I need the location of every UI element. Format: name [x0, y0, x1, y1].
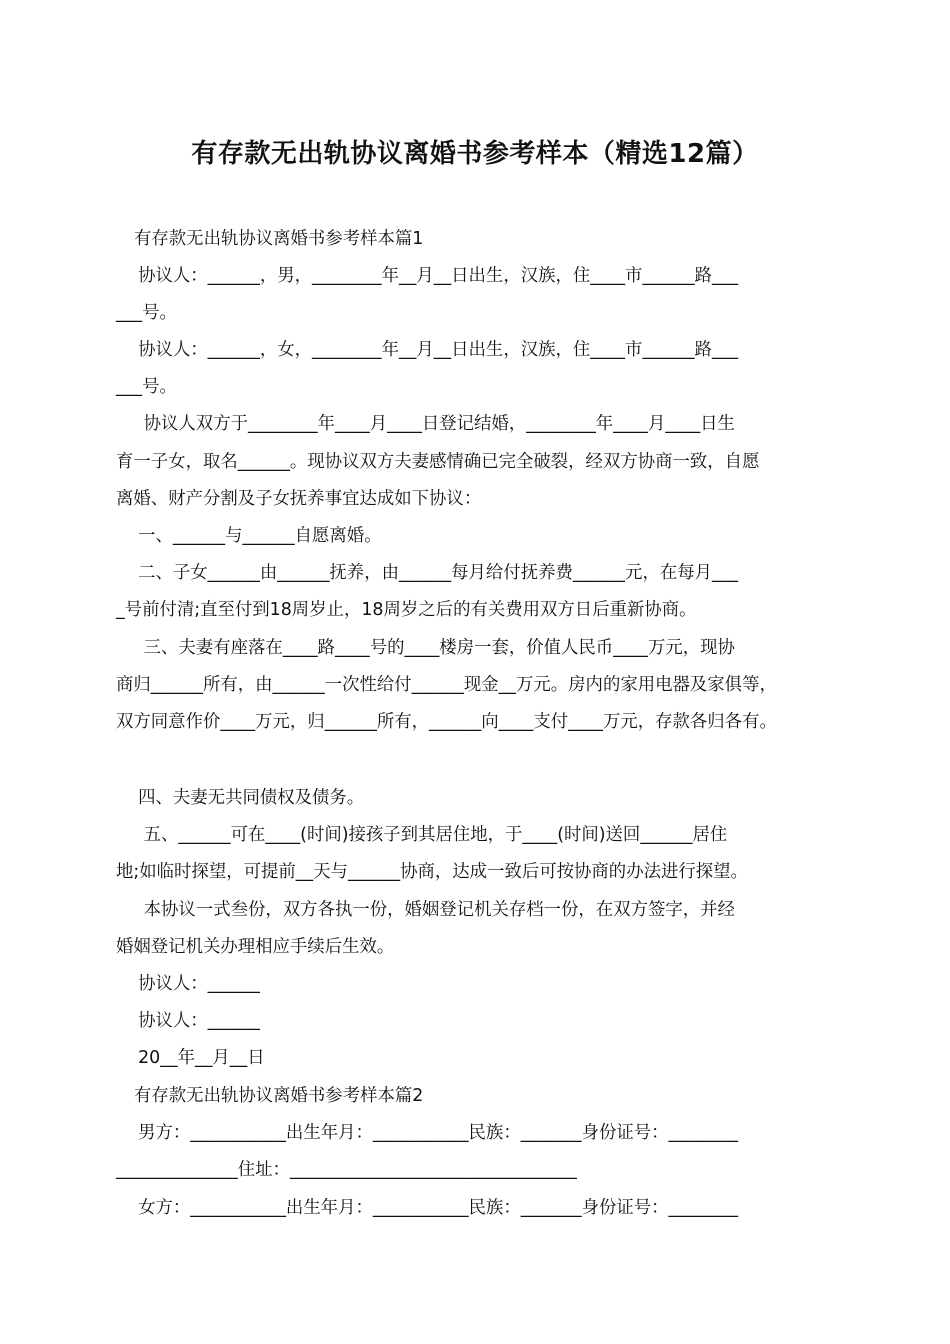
- paragraph-line: 四、夫妻无共同债权及债务。: [116, 788, 365, 808]
- paragraph-line: 本协议一式叁份，双方各执一份，婚姻登记机关存档一份，在双方签字，并经: [116, 900, 735, 920]
- paragraph-line: 男方：___________出生年月：___________民族：_______身份证号：________: [116, 1123, 739, 1143]
- paragraph-line: 二、子女______由______抚养，由______每月给付抚养费______元，在每月___: [116, 563, 739, 583]
- paragraph-line: 三、夫妻有座落在____路____号的____楼房一套，价值人民币____万元，现协: [116, 638, 735, 658]
- signature-line: 协议人：______: [116, 1011, 260, 1031]
- paragraph-line: _号前付清;直至付到18周岁止，18周岁之后的有关费用双方日后重新协商。: [116, 600, 697, 620]
- paragraph-line: 婚姻登记机关办理相应手续后生效。: [116, 937, 395, 957]
- date-line: 20__年__月__日: [116, 1048, 265, 1068]
- paragraph-line: 地;如临时探望，可提前__天与______协商，达成一致后可按协商的办法进行探望。: [116, 862, 748, 882]
- paragraph-line: 五、______可在____(时间)接孩子到其居住地，于____(时间)送回______居住: [116, 825, 728, 845]
- paragraph-line: 协议人：______，女，________年__月__日出生，汉族，住____市______路___: [116, 340, 739, 360]
- paragraph-line: 协议人双方于________年____月____日登记结婚，________年____月____日生: [116, 414, 735, 434]
- paragraph-line: 双方同意作价____万元，归______所有，______向____支付____万元，存款各归各有。: [116, 712, 777, 732]
- paragraph-line: 协议人：______，男，________年__月__日出生，汉族，住____市______路___: [116, 266, 739, 286]
- paragraph-line: ______________住址：_________________________________: [116, 1160, 577, 1180]
- paragraph-line: ___号。: [116, 377, 177, 397]
- paragraph-line: ___号。: [116, 303, 177, 323]
- paragraph-line: 商归______所有，由______一次性给付______现金__万元。房内的家用电器及家俱等，: [116, 675, 777, 695]
- document-title: 有存款无出轨协议离婚书参考样本（精选12篇）: [191, 139, 759, 169]
- section-heading: 有存款无出轨协议离婚书参考样本篇2: [134, 1086, 424, 1106]
- paragraph-line: 育一子女，取名______。现协议双方夫妻感情确已完全破裂，经双方协商一致，自愿: [116, 452, 760, 472]
- signature-line: 协议人：______: [116, 974, 260, 994]
- paragraph-line: 女方：___________出生年月：___________民族：_______身份证号：________: [116, 1198, 739, 1218]
- section-heading: 有存款无出轨协议离婚书参考样本篇1: [134, 229, 424, 249]
- paragraph-line: 离婚、财产分割及子女抚养事宜达成如下协议：: [116, 489, 482, 509]
- paragraph-line: 一、______与______自愿离婚。: [116, 526, 382, 546]
